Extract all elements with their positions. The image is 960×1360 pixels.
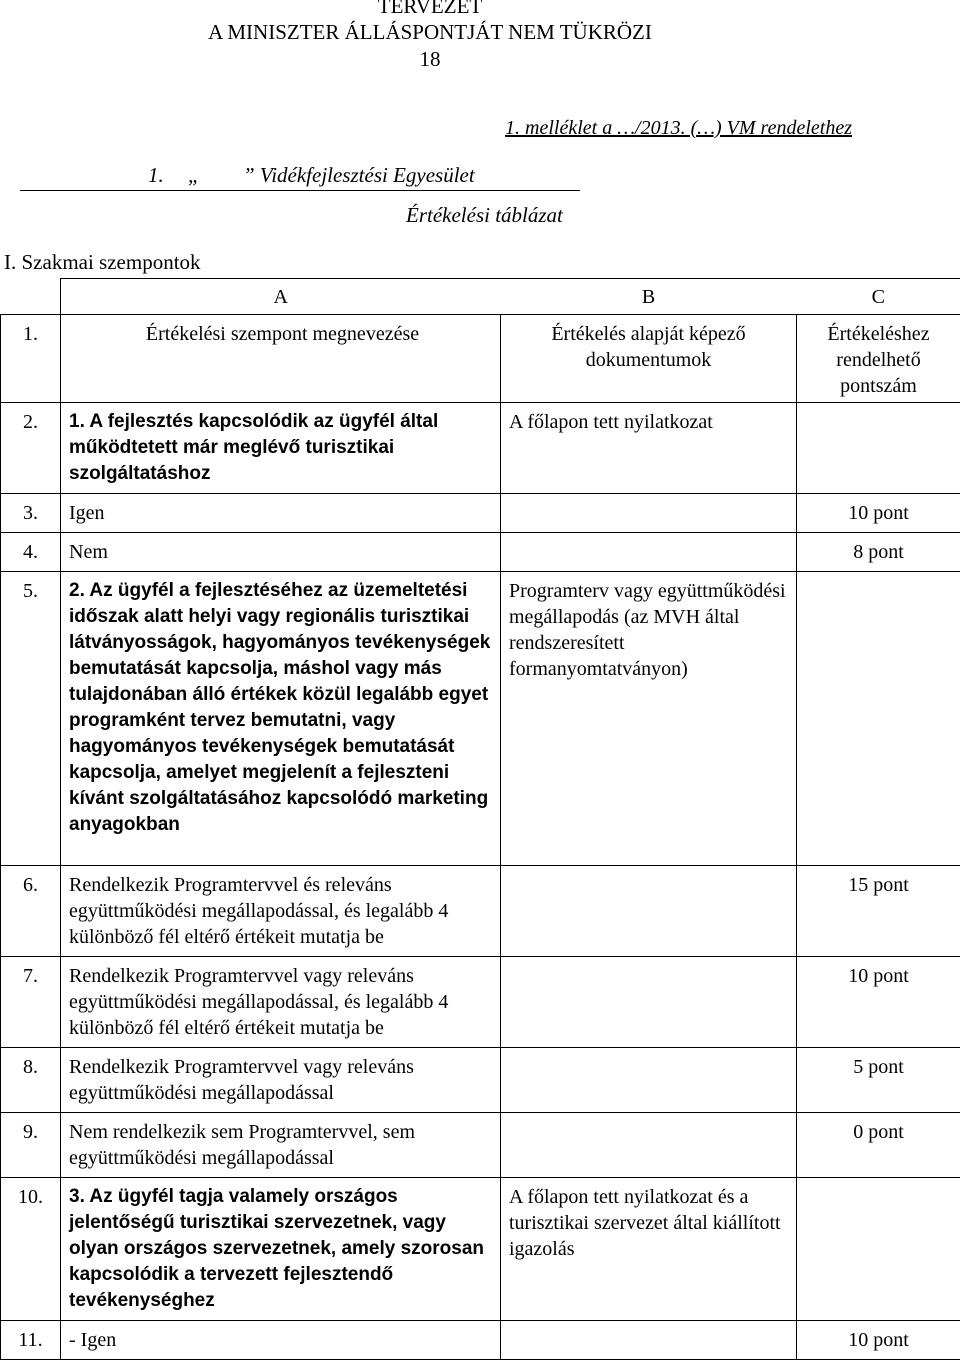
disclaimer-header: A MINISZTER ÁLLÁSPONTJÁT NEM TÜKRÖZI: [0, 20, 860, 45]
table-row: [1, 1113, 960, 1178]
column-letter-c: C: [797, 279, 960, 315]
column-letter-b: B: [501, 279, 797, 315]
table-row: [1, 957, 960, 1048]
document-cell: [501, 957, 797, 1048]
row-number: 4.: [1, 533, 61, 572]
row-number: 8.: [1, 1048, 61, 1113]
section-title: I. Szakmai szempontok: [4, 250, 201, 275]
document-cell: [501, 1113, 797, 1178]
organization-name: ” Vidékfejlesztési Egyesület: [243, 163, 475, 187]
row-number: 11.: [1, 1321, 61, 1360]
criterion-cell: Igen: [61, 494, 501, 533]
evaluation-table: [0, 278, 960, 1360]
table-row: [1, 866, 960, 957]
criterion-cell: Rendelkezik Programtervvel vagy releváns együttműködési megállapodással, és legalább 4 különböző fél eltérő értékeit mutatja be: [61, 957, 501, 1048]
criterion-cell: Rendelkezik Programtervvel vagy releváns együttműködési megállapodással: [61, 1048, 501, 1113]
organization-underline: [20, 190, 580, 191]
organization-number: 1.: [148, 163, 188, 188]
criterion-cell: 2. Az ügyfél a fejlesztéséhez az üzemeltetési időszak alatt helyi vagy regionális turisztikai látványosságok, hagyományos tevékenységek bemutatását kapcsolja, máshol vagy más tulajdonában álló értékek közül legalább egyet programként tervez bemutatni, vagy hagyományos tevékenységek bemutatását kapcsolja, amelyet megjelenít a fejleszteni kívánt szolgáltatásához kapcsolódó marketing anyagokban: [61, 572, 501, 866]
row-number: 5.: [1, 572, 61, 866]
row-number: 10.: [1, 1178, 61, 1321]
criterion-cell: Rendelkezik Programtervvel és releváns együttműködési megállapodással, és legalább 4 különböző fél eltérő értékeit mutatja be: [61, 866, 501, 957]
criterion-name-header: Értékelési szempont megnevezése: [61, 315, 501, 403]
document-cell: [501, 494, 797, 533]
score-cell: 10 pont: [797, 957, 960, 1048]
criterion-cell: 3. Az ügyfél tagja valamely országos jelentőségű turisztikai szervezetnek, vagy olyan országos szervezetnek, amely szorosan kapcsolódik a tervezett fejlesztendő tevékenységhez: [61, 1178, 501, 1321]
column-letter-row: [1, 279, 960, 315]
criterion-cell: 1. A fejlesztés kapcsolódik az ügyfél által működtetett már meglévő turisztikai szolgáltatáshoz: [61, 403, 501, 494]
table-row: [1, 1321, 960, 1360]
score-cell: 0 pont: [797, 1113, 960, 1178]
table-row: [1, 1178, 960, 1321]
row-number: 7.: [1, 957, 61, 1048]
annex-reference: 1. melléklet a …/2013. (…) VM rendelethez: [505, 117, 852, 140]
document-cell: A főlapon tett nyilatkozat és a turisztikai szervezet által kiállított igazolás: [501, 1178, 797, 1321]
empty-corner-cell: [1, 279, 61, 315]
table-row: [1, 572, 960, 866]
document-cell: A főlapon tett nyilatkozat: [501, 403, 797, 494]
score-cell: 15 pont: [797, 866, 960, 957]
score-cell: 5 pont: [797, 1048, 960, 1113]
table-row: [1, 403, 960, 494]
table-row: [1, 1048, 960, 1113]
score-cell: [797, 1178, 960, 1321]
table-row: [1, 533, 960, 572]
row-number: 9.: [1, 1113, 61, 1178]
criterion-cell: Nem rendelkezik sem Programtervvel, sem együttműködési megállapodással: [61, 1113, 501, 1178]
row-number: 1.: [1, 315, 61, 403]
score-cell: 10 pont: [797, 1321, 960, 1360]
criterion-cell: Nem: [61, 533, 501, 572]
score-cell: [797, 572, 960, 866]
document-cell: [501, 1321, 797, 1360]
score-header: Értékeléshez rendelhető pontszám: [797, 315, 960, 403]
organization-quote: „: [188, 163, 243, 188]
row-number: 2.: [1, 403, 61, 494]
row-number: 3.: [1, 494, 61, 533]
document-cell: [501, 533, 797, 572]
score-cell: 10 pont: [797, 494, 960, 533]
header-row: [1, 315, 960, 403]
document-cell: [501, 866, 797, 957]
table-title: Értékelési táblázat: [406, 203, 563, 228]
score-cell: 8 pont: [797, 533, 960, 572]
column-letter-a: A: [61, 279, 501, 315]
draft-header: TERVEZET: [0, 0, 860, 19]
organization-line: [148, 163, 475, 188]
score-cell: [797, 403, 960, 494]
row-number: 6.: [1, 866, 61, 957]
document-cell: Programterv vagy együttműködési megállapodás (az MVH által rendszeresített formanyomtatványon): [501, 572, 797, 866]
document-cell: [501, 1048, 797, 1113]
documents-header: Értékelés alapját képező dokumentumok: [501, 315, 797, 403]
criterion-cell: - Igen: [61, 1321, 501, 1360]
page-number: 18: [0, 47, 860, 72]
table-row: [1, 494, 960, 533]
